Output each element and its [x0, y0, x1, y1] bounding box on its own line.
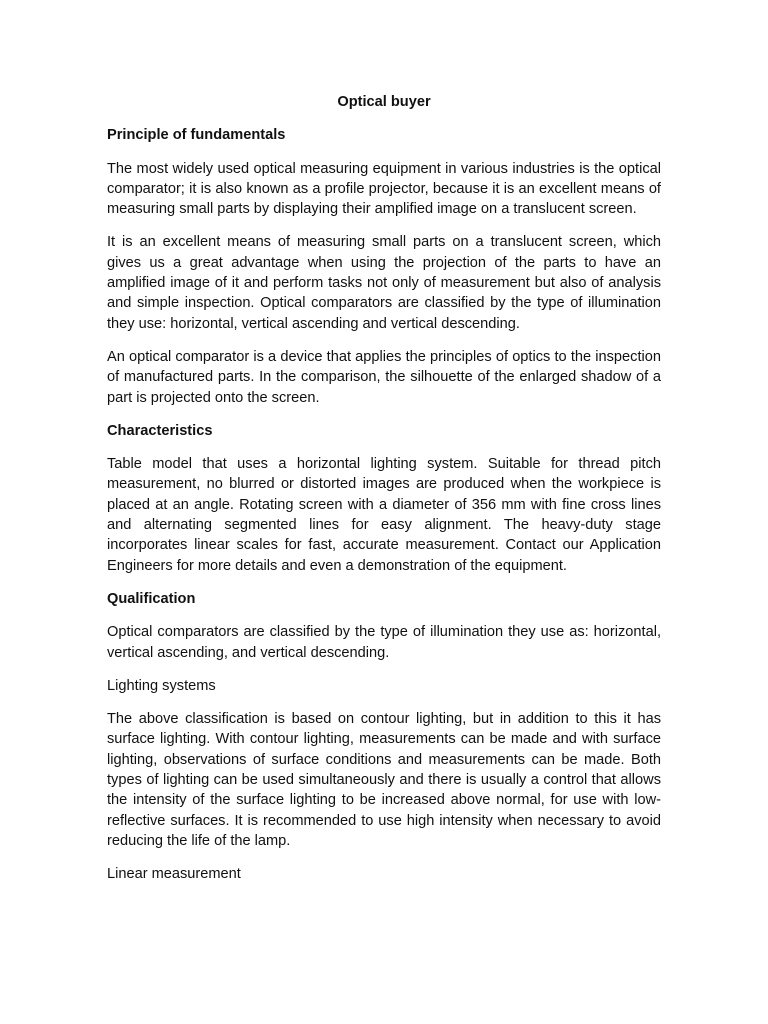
- paragraph-principle-2: It is an excellent means of measuring small parts on a translucent screen, which gives us a great advantage when using the projection of the parts to have an amplified image of it and perform tasks not only of measurement but also of analysis and simple inspection. Optical comparators are classified by the type of illumination they use: horizontal, vertical ascending and vertical descending.: [107, 234, 661, 332]
- document-title: Optical buyer: [337, 94, 431, 110]
- paragraph-principle-1: The most widely used optical measuring equipment in various industries is the optical comparator; it is also known as a profile projector, because it is an excellent means of measuring small parts by displaying their amplified image on a translucent screen.: [107, 160, 661, 218]
- section-heading-characteristics: Characteristics: [107, 422, 213, 439]
- paragraph-lighting-1: The above classification is based on contour lighting, but in addition to this it has surface lighting. With contour lighting, measurements can be made and with surface lighting, observations of surface conditions and measurements can be made. Both types of lighting can be used simultaneously and there is usually a control that allows the intensity of the surface lighting to be increased above normal, for use with low-reflective surfaces. It is recommended to use high intensity when necessary to avoid reducing the life of the lamp.: [107, 711, 661, 849]
- paragraph-qualification-1: Optical comparators are classified by the type of illumination they use as: horizontal, vertical ascending, and vertical descending.: [107, 624, 661, 661]
- paragraph-characteristics-1: Table model that uses a horizontal lighting system. Suitable for thread pitch measurement, no blurred or distorted images are produced when the workpiece is placed at an angle. Rotating screen with a diameter of 356 mm with fine cross lines and alternating segmented lines for easy alignment. The heavy-duty stage incorporates linear scales for fast, accurate measurement. Contact our Application Engineers for more details and even a demonstration of the equipment.: [107, 456, 661, 574]
- document-page: [107, 92, 661, 898]
- paragraph-principle-3: An optical comparator is a device that applies the principles of optics to the inspection of manufactured parts. In the comparison, the silhouette of the enlarged shadow of a part is projected onto the screen.: [107, 348, 661, 406]
- section-heading-qualification: Qualification: [107, 590, 196, 607]
- section-heading-principle: Principle of fundamentals: [107, 127, 286, 144]
- section-heading-linear: Linear measurement: [107, 866, 241, 883]
- section-heading-lighting: Lighting systems: [107, 677, 216, 694]
